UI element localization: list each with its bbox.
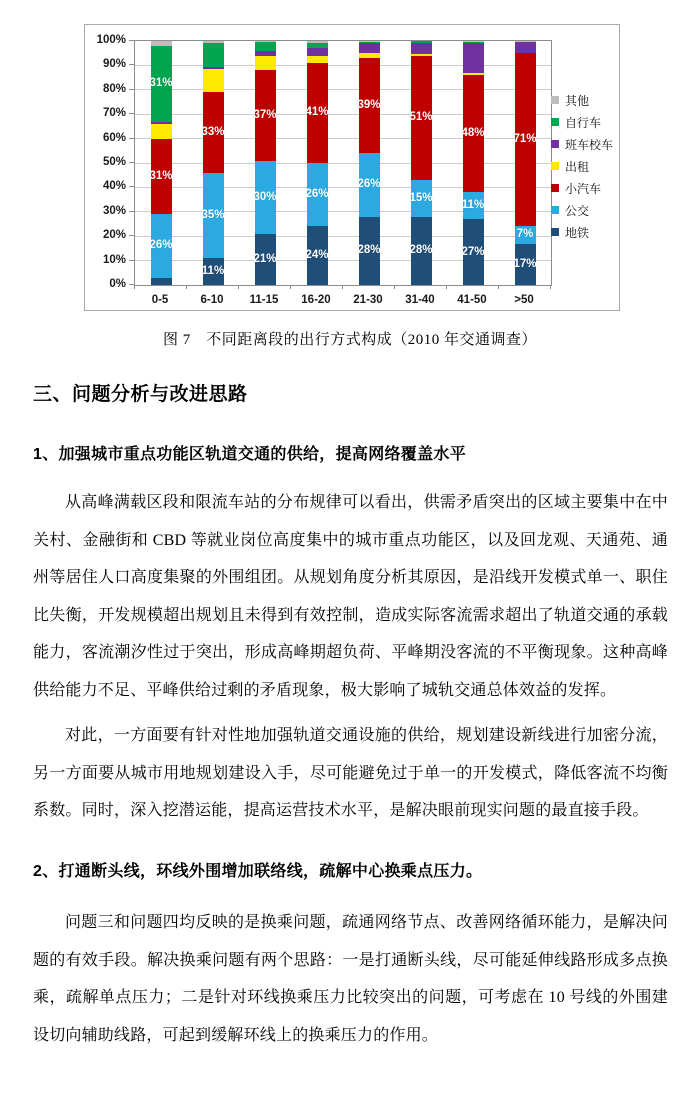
- y-axis-tick: [129, 138, 134, 139]
- data-label: 28%: [409, 244, 433, 257]
- x-axis-label: 31-40: [405, 294, 435, 306]
- legend-label: 地铁: [565, 225, 590, 240]
- x-axis-tick: [290, 285, 291, 289]
- subsection-1-title: 1、加强城市重点功能区轨道交通的供给，提高网络覆盖水平: [33, 446, 466, 463]
- bar-segment: [463, 41, 484, 42]
- y-axis-label: 50%: [102, 156, 126, 168]
- y-axis-label: 100%: [96, 34, 126, 46]
- legend-swatch-icon: [551, 140, 559, 148]
- bar-segment: [255, 41, 276, 42]
- y-axis-label: 40%: [102, 180, 126, 193]
- y-axis-label: 0%: [109, 278, 126, 290]
- data-label: 26%: [305, 188, 329, 201]
- data-label: 33%: [201, 126, 225, 138]
- gridline: [135, 187, 551, 188]
- paragraph-1: 从高峰满载区段和限流车站的分布规律可以看出，供需矛盾突出的区域主要集中在中关村、金融街和 CBD 等就业岗位高度集中的城市重点功能区，以及回龙观、天通苑、通州等居住人口高度集聚的外围组团。从规划角度分析其原因，是沿线开发模式单一、职住比失衡，开发规模超出规划且未得到有效控制，造成实际客流需求超出了轨道交通的承载能力，客流潮汐性过于突出，形成高峰期超负荷、平峰期没客流的不平衡现象。这种高峰供给能力不足、平峰供给过剩的矛盾现象，极大影响了城轨交通总体效益的发挥。: [33, 494, 668, 699]
- bar-segment: [359, 41, 380, 42]
- x-axis-label: 11-15: [249, 294, 279, 306]
- x-axis-label: 0-5: [151, 294, 169, 306]
- y-axis-tick: [129, 40, 134, 41]
- legend-item: [551, 155, 613, 177]
- data-label: 41%: [305, 106, 329, 119]
- data-label: 39%: [357, 99, 381, 112]
- legend-label: 小汽车: [565, 181, 602, 196]
- bar-segment: [359, 53, 380, 58]
- gridline: [135, 163, 551, 164]
- y-axis-tick: [129, 211, 134, 212]
- y-axis-label: 80%: [102, 82, 126, 95]
- bar-segment: [151, 278, 172, 285]
- data-label: 24%: [305, 249, 329, 262]
- bar-segment: [411, 41, 432, 43]
- x-axis-label: >50: [514, 294, 534, 306]
- chart-plot-area: [134, 40, 552, 286]
- legend-item: [551, 89, 613, 111]
- section-heading: 三、问题分析与改进思路: [33, 384, 248, 405]
- data-label: 71%: [513, 133, 537, 146]
- bar-segment: [203, 69, 224, 92]
- y-axis-label: 90%: [102, 58, 126, 71]
- legend-label: 班车校车: [565, 137, 614, 152]
- legend-item: [551, 199, 613, 221]
- data-label: 17%: [513, 257, 537, 270]
- subsection-2-title: 2、打通断头线，环线外围增加联络线，疏解中心换乘点压力。: [33, 863, 483, 880]
- legend-item: [551, 111, 613, 133]
- bar-segment: [203, 43, 224, 66]
- bar-segment: [411, 54, 432, 55]
- bar-segment: [255, 51, 276, 56]
- data-label: 11%: [201, 265, 225, 278]
- gridline: [135, 236, 551, 237]
- y-axis-tick: [129, 260, 134, 261]
- bar-segment: [515, 41, 536, 42]
- data-label: 15%: [409, 191, 433, 204]
- data-label: 27%: [461, 245, 485, 258]
- figure-caption: 图 7 不同距离段的出行方式构成（2010 年交通调查）: [162, 332, 537, 348]
- paragraph-3: 问题三和问题四均反映的是换乘问题，疏通网络节点、改善网络循环能力，是解决问题的有效手段。解决换乘问题有两个思路：一是打通断头线，尽可能延伸线路形成多点换乘，疏解单点压力；二是针对环线换乘压力比较突出的问题，可考虑在 10 号线的外围建设切向辅助线路，可起到缓解环线上的换乘压力的作用。: [33, 914, 668, 1044]
- legend-swatch-icon: [551, 118, 559, 126]
- x-axis-tick: [134, 285, 135, 289]
- y-axis-label: 70%: [102, 107, 126, 120]
- y-axis-tick: [129, 64, 134, 65]
- data-label: 28%: [357, 244, 381, 257]
- bar-segment: [151, 124, 172, 139]
- bar-segment: [307, 43, 328, 48]
- data-label: 31%: [149, 169, 173, 182]
- data-label: 26%: [357, 178, 381, 191]
- x-axis-label: 21-30: [353, 294, 383, 306]
- gridline: [135, 65, 551, 66]
- y-axis-label: 20%: [102, 229, 126, 242]
- bar-segment: [255, 42, 276, 51]
- legend-swatch-icon: [551, 206, 559, 214]
- data-label: 31%: [149, 77, 173, 90]
- legend-swatch-icon: [551, 228, 559, 236]
- y-axis-tick: [129, 89, 134, 90]
- bar-segment: [203, 67, 224, 69]
- x-axis-tick: [550, 285, 551, 289]
- bar-segment: [151, 122, 172, 124]
- data-label: 35%: [201, 208, 225, 221]
- data-label: 30%: [253, 190, 277, 203]
- data-label: 51%: [409, 111, 433, 124]
- x-axis-tick: [238, 285, 239, 289]
- bar-segment: [463, 73, 484, 75]
- bar-segment: [463, 43, 484, 72]
- gridline: [135, 260, 551, 261]
- y-axis-label: 10%: [102, 253, 126, 266]
- y-axis-tick: [129, 113, 134, 114]
- bar-segment: [203, 41, 224, 43]
- legend-swatch-icon: [551, 184, 559, 192]
- data-label: 37%: [253, 108, 277, 121]
- x-axis-tick: [394, 285, 395, 289]
- gridline: [135, 89, 551, 90]
- legend-label: 公交: [565, 203, 590, 218]
- bar-segment: [515, 42, 536, 53]
- y-axis-tick: [129, 162, 134, 163]
- bar-segment: [307, 48, 328, 55]
- legend-swatch-icon: [551, 162, 559, 170]
- data-label: 11%: [461, 199, 485, 212]
- data-label: 48%: [461, 127, 485, 140]
- y-axis-tick: [129, 235, 134, 236]
- paragraph-2: 对此，一方面要有针对性地加强轨道交通设施的供给，规划建设新线进行加密分流，另一方面要从城市用地规划建设入手，尽可能避免过于单一的开发模式，降低客流不均衡系数。同时，深入挖潜运能，提高运营技术水平，是解决眼前现实问题的最直接手段。: [33, 727, 668, 819]
- legend-swatch-icon: [551, 96, 559, 104]
- legend-item: [551, 177, 613, 199]
- bar-segment: [307, 56, 328, 63]
- travel-mode-stacked-bar-chart: [84, 24, 620, 311]
- data-label: 21%: [253, 252, 277, 265]
- y-axis-label: 60%: [102, 131, 126, 144]
- bar-segment: [359, 43, 380, 53]
- legend-label: 自行车: [565, 115, 602, 130]
- data-label: 7%: [516, 228, 534, 241]
- gridline: [135, 114, 551, 115]
- x-axis-tick: [498, 285, 499, 289]
- bar-segment: [463, 42, 484, 43]
- y-axis-label: 30%: [102, 204, 126, 217]
- bar-segment: [411, 43, 432, 54]
- bar-segment: [359, 42, 380, 43]
- legend-label: 出租: [565, 159, 590, 174]
- y-axis-tick: [129, 186, 134, 187]
- bar-segment: [255, 56, 276, 71]
- x-axis-tick: [342, 285, 343, 289]
- legend-item: [551, 133, 613, 155]
- bar-segment: [151, 41, 172, 46]
- x-axis-tick: [186, 285, 187, 289]
- x-axis-label: 6-10: [200, 294, 224, 306]
- chart-legend: [551, 89, 613, 243]
- x-axis-tick: [446, 285, 447, 289]
- legend-item: [551, 221, 613, 243]
- data-label: 26%: [149, 239, 173, 252]
- x-axis-label: 41-50: [457, 294, 487, 306]
- legend-label: 其他: [565, 93, 590, 108]
- bar-segment: [307, 41, 328, 43]
- x-axis-label: 16-20: [301, 294, 331, 306]
